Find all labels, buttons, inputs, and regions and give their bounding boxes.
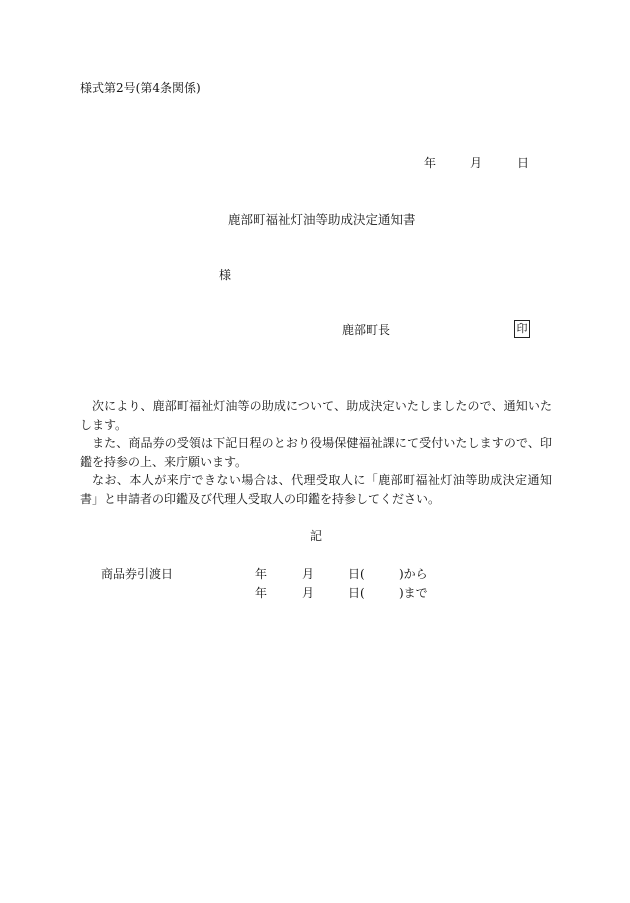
schedule-to-month: 月 [302, 586, 315, 600]
schedule-from-month: 月 [302, 567, 315, 581]
ki-heading: 記 [310, 529, 323, 543]
sender-name: 鹿部町長 [342, 323, 391, 337]
document-title: 鹿部町福祉灯油等助成決定通知書 [228, 212, 416, 227]
date-day: 日 [517, 156, 530, 170]
date-month: 月 [470, 156, 483, 170]
schedule-from-suffix: )から [399, 567, 428, 581]
addressee-suffix: 様 [219, 268, 232, 282]
schedule-to-day: 日( [348, 586, 365, 600]
schedule-from-year: 年 [255, 567, 268, 581]
paragraph-2: また、商品券の受領は下記日程のとおり役場保健福祉課にて受付いたしますので、印鑑を持参の上、来庁願います。 [80, 436, 552, 469]
date-year: 年 [424, 156, 437, 170]
paragraph-3: なお、本人が来庁できない場合は、代理受取人に「鹿部町福祉灯油等助成決定通知書」と申請者の印鑑及び代理人受取人の印鑑を持参してください。 [80, 473, 552, 506]
schedule-to-year: 年 [255, 586, 268, 600]
schedule-to-suffix: )まで [399, 586, 428, 600]
notice-body [80, 397, 552, 508]
seal-mark: 印 [514, 320, 530, 338]
schedule-from-day: 日( [348, 567, 365, 581]
paragraph-1: 次により、鹿部町福祉灯油等の助成について、助成決定いたしましたので、通知いたします。 [80, 399, 552, 432]
schedule-label: 商品券引渡日 [101, 567, 174, 581]
form-number: 様式第2号(第4条関係) [80, 81, 201, 95]
